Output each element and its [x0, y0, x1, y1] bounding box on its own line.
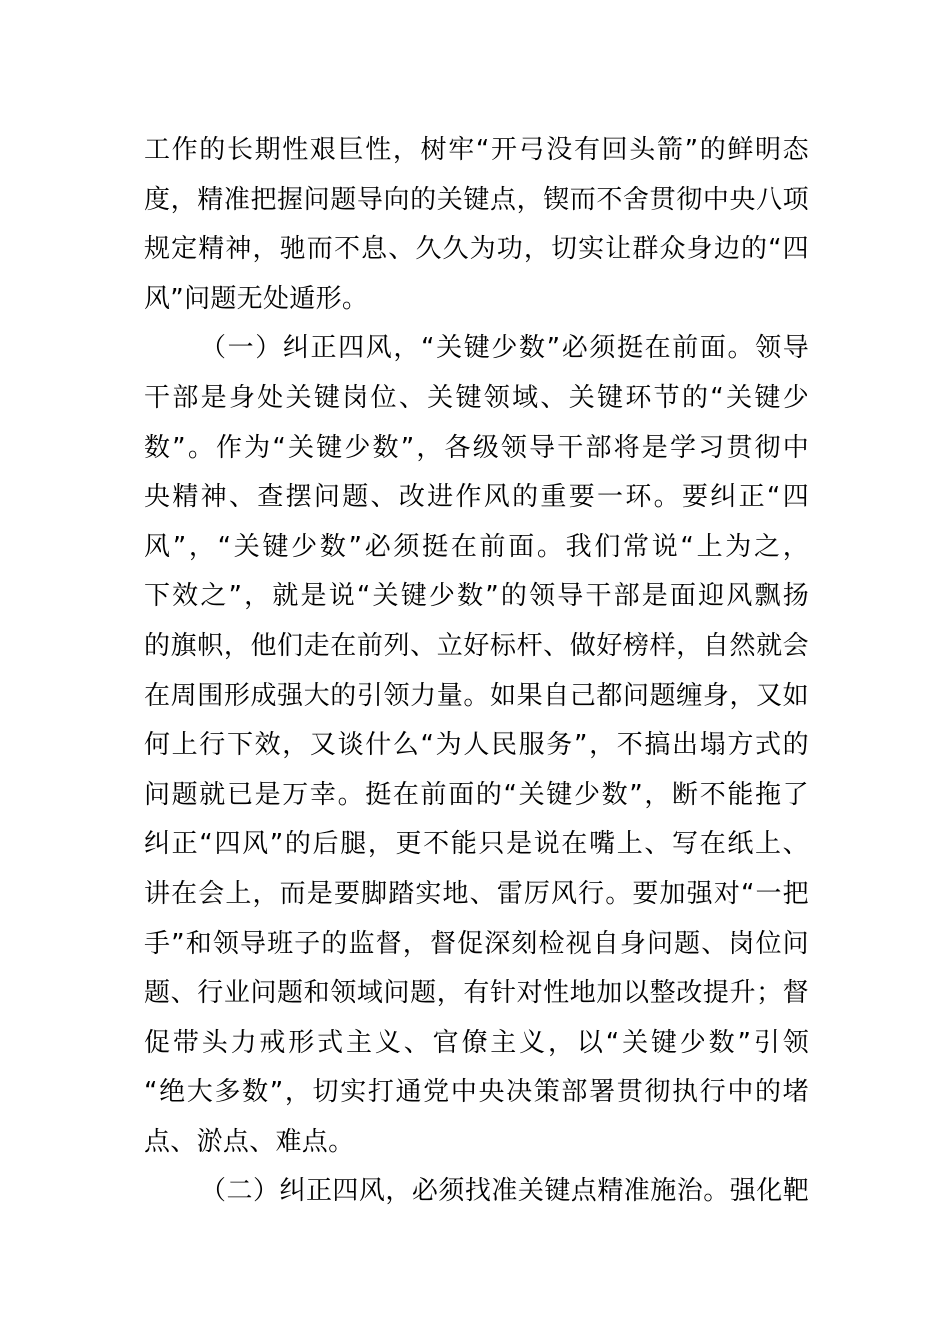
text-line: 题、行业问题和领域问题，有针对性地加以整改提升；督	[144, 978, 809, 1009]
text-line: 手”和领导班子的监督，督促深刻检视自身问题、岗位问	[144, 928, 809, 959]
text-line: 纠正“四风”的后腿，更不能只是说在嘴上、写在纸上、	[144, 829, 809, 860]
text-line: 点、淤点、难点。	[144, 1126, 355, 1157]
body-text	[144, 126, 809, 1217]
text-line: 干部是身处关键岗位、关键领域、关键环节的“关键少	[144, 382, 809, 413]
text-line: 风”问题无处遁形。	[144, 283, 369, 314]
text-line: （二）纠正四风，必须找准关键点精准施治。强化靶	[200, 1176, 809, 1207]
text-line: 央精神、查摆问题、改进作风的重要一环。要纠正“四	[144, 482, 809, 513]
text-line: 下效之”，就是说“关键少数”的领导干部是面迎风飘扬	[144, 581, 809, 612]
text-line: 度，精准把握问题导向的关键点，锲而不舍贯彻中央八项	[144, 184, 809, 215]
text-line: 何上行下效，又谈什么“为人民服务”，不搞出塌方式的	[144, 730, 809, 761]
text-line: 在周围形成强大的引领力量。如果自己都问题缠身，又如	[144, 680, 809, 711]
text-line: 数”。作为“关键少数”，各级领导干部将是学习贯彻中	[144, 432, 809, 463]
text-line: 讲在会上，而是要脚踏实地、雷厉风行。要加强对“一把	[144, 878, 809, 909]
text-line: 规定精神，驰而不息、久久为功，切实让群众身边的“四	[144, 234, 809, 265]
text-line: 问题就已是万幸。挺在前面的“关键少数”，断不能拖了	[144, 779, 809, 810]
text-line: 风”，“关键少数”必须挺在前面。我们常说“上为之，	[144, 531, 809, 562]
text-line: （一）纠正四风，“关键少数”必须挺在前面。领导	[200, 333, 809, 364]
text-line: 工作的长期性艰巨性，树牢“开弓没有回头箭”的鲜明态	[144, 135, 809, 165]
text-line: 促带头力戒形式主义、官僚主义，以“关键少数”引领	[144, 1027, 809, 1058]
text-line: 的旗帜，他们走在前列、立好标杆、做好榜样，自然就会	[144, 630, 809, 661]
text-line: “绝大多数”，切实打通党中央决策部署贯彻执行中的堵	[144, 1077, 809, 1108]
